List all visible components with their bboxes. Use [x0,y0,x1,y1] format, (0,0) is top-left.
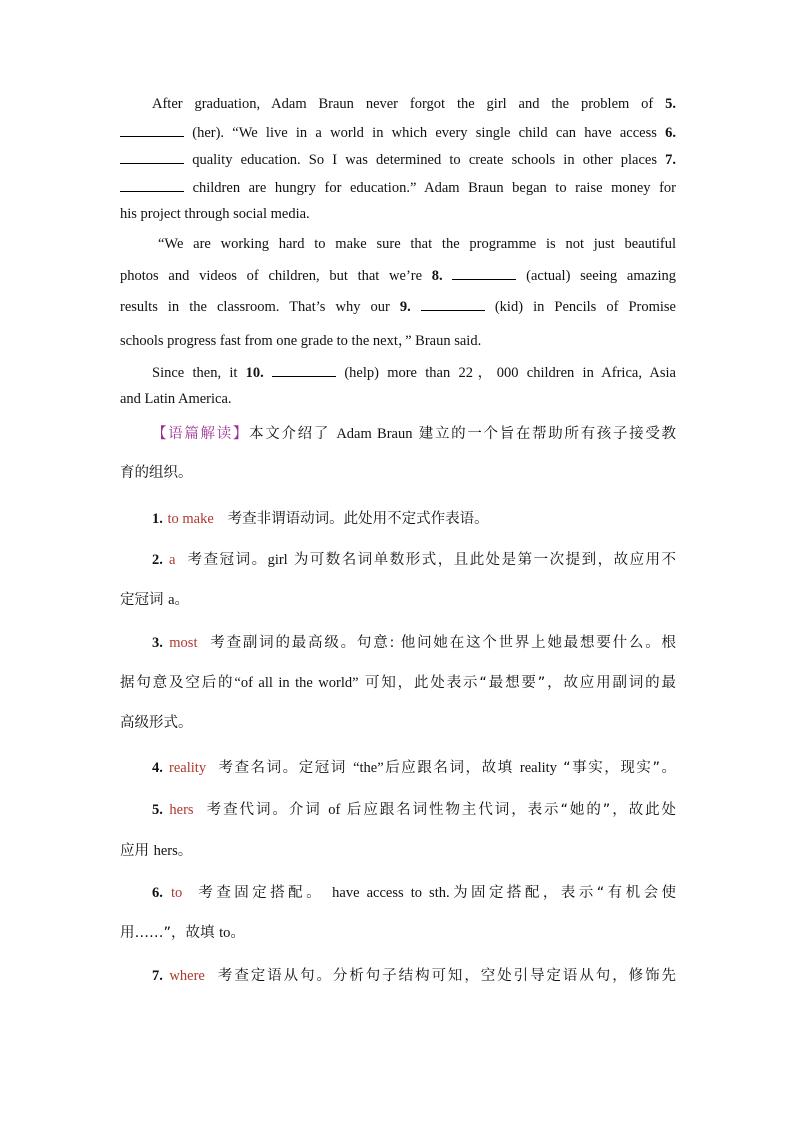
answer-explanation: 考查固定搭配。 [198,885,325,901]
answer-line [120,711,676,732]
answer-blank [120,124,184,137]
answer-key: hers [169,802,194,818]
answer-item [120,548,676,569]
analysis-text: 建立的一个旨在帮助所有孩子接受教 [418,426,677,442]
answer-explanation: have access to sth. [332,885,450,901]
answer-number: 5. [152,802,163,818]
answer-explanation: 后应跟名词性物主代词，表示“她的”，故此处 [346,802,677,818]
passage-line [120,298,676,316]
blank-number: 7. [665,152,677,168]
answer-number: 4. [152,760,163,776]
answer-item [120,881,676,902]
passage-text: children are hungry for education.” Adam Braun began to raise money for [192,180,676,196]
answer-item [120,798,676,819]
answer-explanation: 高级形式。 [120,715,193,731]
answer-blank [272,364,336,377]
passage-line [120,179,676,197]
answer-key: reality [169,760,207,776]
answer-number: 7. [152,968,163,984]
answer-number: 2. [152,552,163,568]
answer-item [120,756,676,777]
passage-line [120,361,676,382]
passage-text: Since then, it [152,365,238,381]
passage-text: photos and videos of children, but that we’re [120,268,423,284]
answer-key: most [169,635,198,651]
answer-explanation: 用……”，故填 [120,925,215,941]
answer-explanation: 为固定搭配，表示“有机会使 [449,885,677,901]
answer-explanation: 考查冠词。 [187,552,268,568]
answer-explanation: 考查名词。定冠词 [218,760,347,776]
passage-line [120,96,676,113]
passage-text: and Latin America. [120,391,232,407]
passage-text: After graduation, Adam Braun never forgot the girl and the problem of [152,96,654,112]
answer-key: where [169,968,205,984]
answer-key: a [168,552,176,568]
answer-explanation: 为可数名词单数形式，且此处是第一次提到，故应用不 [293,552,677,568]
passage-text: schools progress fast from one grade to the next，” Braun said. [120,333,482,349]
passage-text: (kid) in Pencils of Promise [494,299,676,315]
answer-explanation: “事实，现实”。 [563,760,677,776]
analysis-line [120,422,676,443]
answer-explanation: “of all in the world” [234,675,359,691]
passage-text: (actual) seeing amazing [526,268,677,284]
blank-number: 6. [665,125,677,141]
answer-line [120,671,676,692]
answer-explanation: “the” [353,760,384,776]
answer-blank [120,179,184,192]
answer-explanation: 。 [174,592,190,608]
passage-line [120,206,676,223]
answer-explanation: girl [267,552,288,568]
answer-explanation: 后应跟名词，故填 [383,760,514,776]
passage-text: results in the classroom. That’s why our [120,299,390,315]
passage-line [120,391,676,408]
passage-line [120,329,676,350]
answer-key: to [170,885,183,901]
answer-blank [421,298,485,311]
answer-explanation: reality [519,760,557,776]
answer-line [120,839,676,860]
answer-explanation: 可知，此处表示“最想要”，故应用副词的最 [365,675,677,691]
answer-line [120,921,676,942]
passage-text: (her). “We live in a world in which every single child can have access [192,125,657,141]
answer-key: to make [167,511,214,527]
answer-explanation: to [219,925,231,941]
passage-line [120,267,676,285]
passage-line [120,236,676,253]
passage-text: “We are working hard to make sure that the programme is not just beautiful [158,236,676,252]
answer-line [120,588,676,609]
answer-explanation: 定冠词 [120,592,164,608]
answer-explanation: hers [153,843,178,859]
passage-text: (help) more than 22，000 children in Africa, Asia [344,365,676,381]
passage-text: his project through social media. [120,206,310,222]
answer-blank [452,267,516,280]
answer-explanation: 考查代词。介词 [206,802,322,818]
analysis-tag: 【语篇解读】 [152,426,250,442]
answer-explanation: 据句意及空后的 [120,675,235,691]
blank-number: 10. [245,365,264,381]
answer-number: 1. [152,511,163,527]
answer-blank [120,151,184,164]
answer-number: 6. [152,885,163,901]
passage-text: quality education. So I was determined to create schools in other places [192,152,657,168]
answer-item [120,964,676,985]
answer-item [120,631,676,652]
passage-line [120,151,676,169]
answer-explanation: 。 [230,925,245,941]
answer-explanation: a [168,592,175,608]
answer-explanation: 。 [177,843,193,859]
analysis-text: Adam Braun [336,426,413,442]
answer-item [120,507,676,528]
blank-number: 8. [431,268,443,284]
answer-explanation: 考查定语从句。分析句子结构可知，空处引导定语从句，修饰先 [217,968,677,984]
analysis-line [120,461,676,482]
passage-line [120,124,676,142]
answer-explanation: of [328,802,341,818]
answer-explanation: 考查非谓语动词。此处用不定式作表语。 [227,511,489,527]
blank-number: 5. [665,96,677,112]
analysis-text: 育的组织。 [120,465,193,481]
blank-number: 9. [399,299,411,315]
answer-number: 3. [152,635,163,651]
answer-explanation: 考查副词的最高级。句意: 他问她在这个世界上她最想要什么。根 [210,635,677,651]
answer-explanation: 应用 [120,843,149,859]
analysis-text: 本文介绍了 [249,426,331,442]
